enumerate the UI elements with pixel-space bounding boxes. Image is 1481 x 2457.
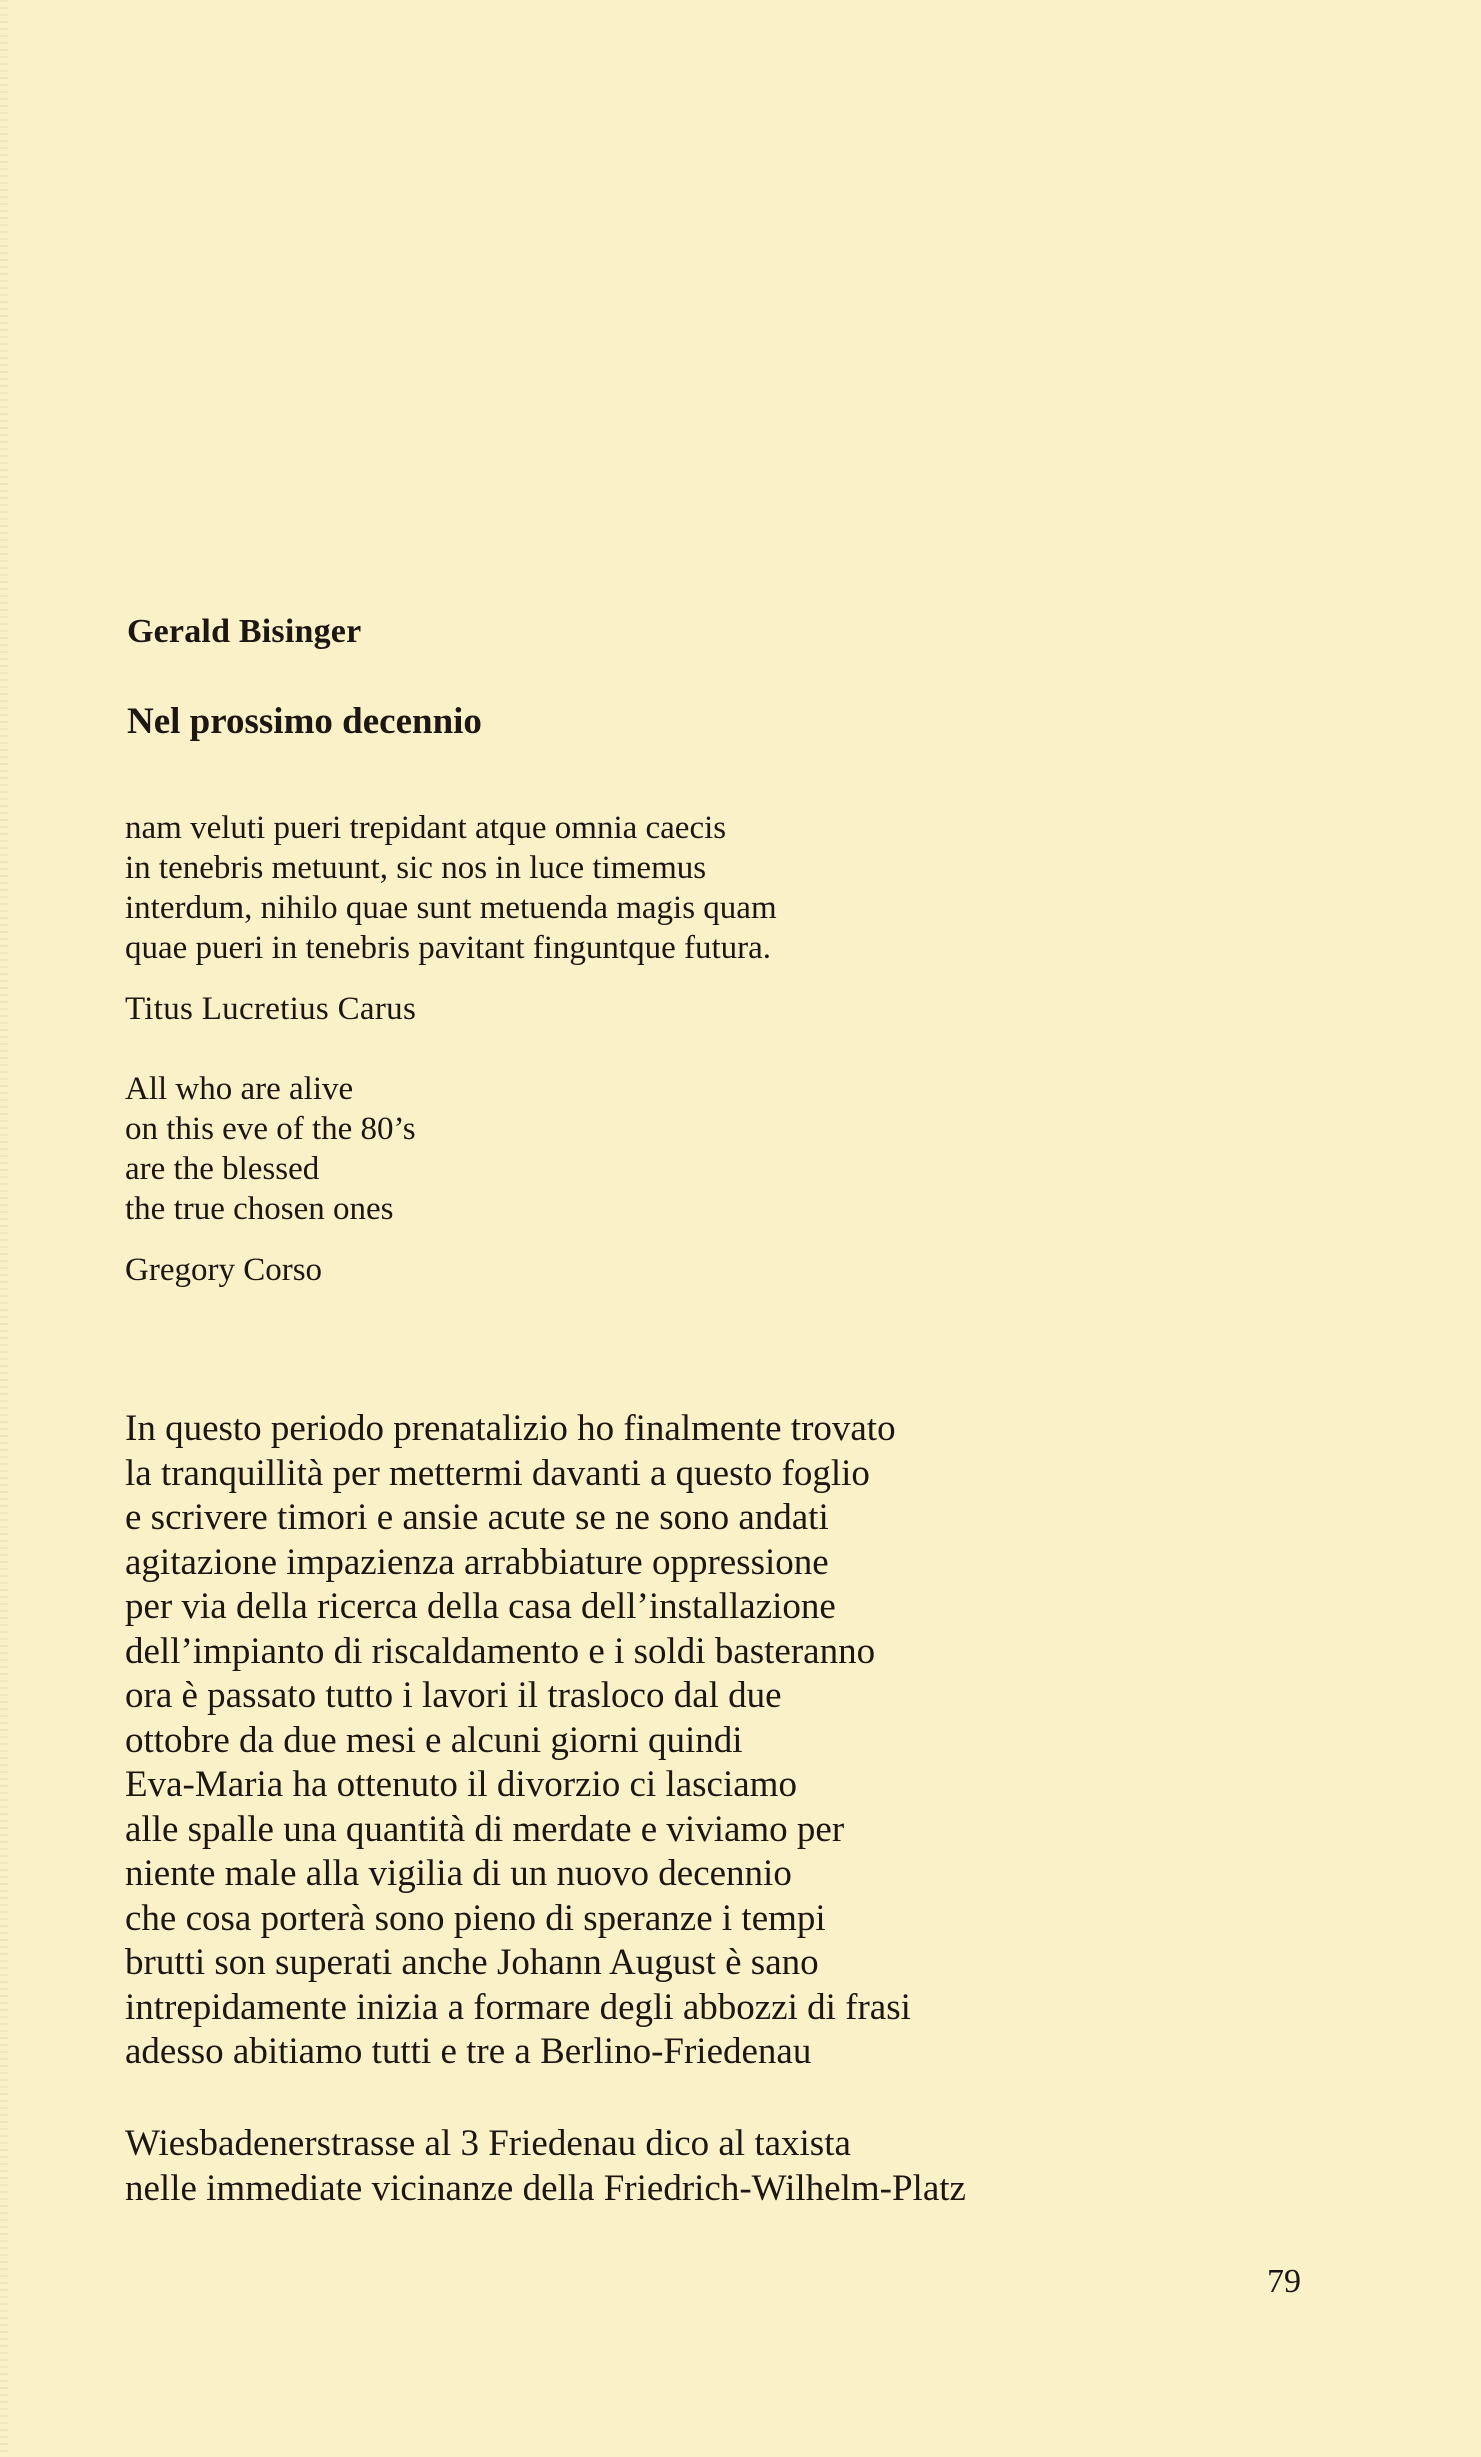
poem-line: In questo periodo prenatalizio ho finalmente trovato bbox=[125, 1408, 896, 1449]
poem-line: intrepidamente inizia a formare degli abbozzi di frasi bbox=[125, 1986, 911, 2028]
poem-line: la tranquillità per mettermi davanti a questo foglio bbox=[125, 1452, 870, 1494]
poem-line: dell’impianto di riscaldamento e i soldi basteranno bbox=[125, 1630, 876, 1672]
poem-line: ottobre da due mesi e alcuni giorni quindi bbox=[125, 1719, 743, 1761]
poem-line: per via della ricerca della casa dell’installazione bbox=[125, 1586, 836, 1627]
epigraph-latin-line: quae pueri in tenebris pavitant finguntque futura. bbox=[125, 930, 772, 966]
epigraph-english-line: on this eve of the 80’s bbox=[125, 1111, 416, 1147]
poem-line: brutti son superati anche Johann August è sano bbox=[125, 1942, 819, 1983]
author-name: Gerald Bisinger bbox=[127, 613, 362, 650]
poem-stanza-1 bbox=[125, 1407, 911, 2075]
epigraph-english bbox=[125, 1069, 416, 1229]
page-edge-speckle bbox=[0, 0, 8, 2457]
epigraph-latin-attribution: Titus Lucretius Carus bbox=[125, 991, 417, 1027]
poem-line: Eva-Maria ha ottenuto il divorzio ci lasciamo bbox=[125, 1764, 797, 1805]
page-number: 79 bbox=[1267, 2263, 1301, 2300]
poem-line: alle spalle una quantità di merdate e viviamo per bbox=[125, 1808, 845, 1850]
poem-line: adesso abitiamo tutti e tre a Berlino-Friedenau bbox=[125, 2031, 812, 2072]
epigraph-latin bbox=[125, 808, 777, 968]
epigraph-english-line: are the blessed bbox=[125, 1151, 320, 1187]
poem-line: Wiesbadenerstrasse al 3 Friedenau dico al taxista bbox=[125, 2123, 851, 2164]
poem-line: niente male alla vigilia di un nuovo decennio bbox=[125, 1853, 792, 1894]
poem-line: nelle immediate vicinanze della Friedrich-Wilhelm-Platz bbox=[125, 2167, 966, 2209]
poem-line: che cosa porterà sono pieno di speranze i tempi bbox=[125, 1897, 826, 1939]
epigraph-latin-line: in tenebris metuunt, sic nos in luce timemus bbox=[125, 850, 707, 886]
epigraph-english-attribution: Gregory Corso bbox=[125, 1252, 323, 1288]
epigraph-latin-line: interdum, nihilo quae sunt metuenda magis quam bbox=[125, 890, 777, 926]
poem-line: e scrivere timori e ansie acute se ne sono andati bbox=[125, 1497, 829, 1538]
epigraph-latin-line: nam veluti pueri trepidant atque omnia caecis bbox=[125, 810, 727, 846]
poem-title: Nel prossimo decennio bbox=[127, 701, 482, 742]
poem-line: ora è passato tutto i lavori il trasloco dal due bbox=[125, 1675, 782, 1716]
epigraph-english-line: All who are alive bbox=[125, 1071, 354, 1107]
poem-line: agitazione impazienza arrabbiature oppressione bbox=[125, 1541, 829, 1583]
poem-stanza-2 bbox=[125, 2122, 966, 2211]
epigraph-english-line: the true chosen ones bbox=[125, 1191, 394, 1227]
